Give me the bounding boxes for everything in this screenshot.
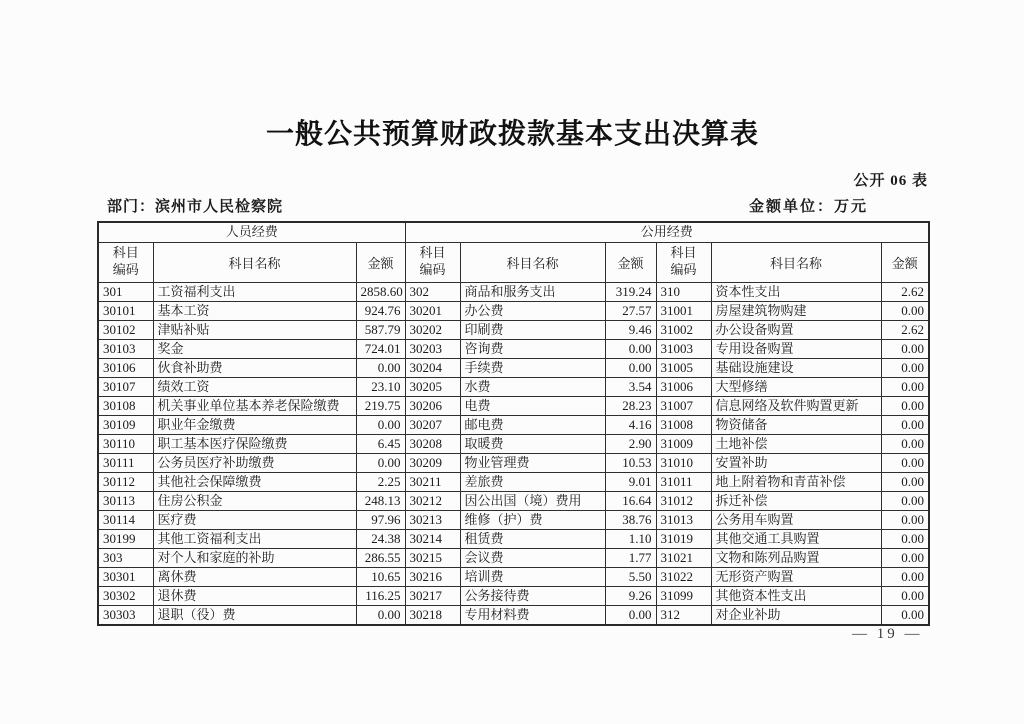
cell-amount: 0.00 (881, 453, 929, 472)
cell-amount: 0.00 (605, 605, 656, 625)
table-row (98, 339, 929, 358)
group-header-row (98, 222, 929, 242)
cell-subject-name: 租赁费 (460, 529, 605, 548)
cell-amount: 924.76 (356, 301, 405, 320)
cell-subject-name: 绩效工资 (153, 377, 356, 396)
table-row (98, 548, 929, 567)
cell-amount: 16.64 (605, 491, 656, 510)
column-header-subject-name: 科目名称 (460, 242, 605, 282)
cell-subject-name: 电费 (460, 396, 605, 415)
cell-subject-name: 机关事业单位基本养老保险缴费 (153, 396, 356, 415)
cell-subject-code: 30113 (98, 491, 153, 510)
table-row (98, 586, 929, 605)
cell-amount: 0.00 (881, 434, 929, 453)
cell-amount: 0.00 (356, 358, 405, 377)
cell-subject-code: 30101 (98, 301, 153, 320)
cell-subject-code: 30213 (405, 510, 460, 529)
unit-label: 金额单位：万元 (748, 199, 868, 215)
cell-subject-code: 30108 (98, 396, 153, 415)
cell-subject-name: 物业管理费 (460, 453, 605, 472)
cell-amount: 0.00 (881, 377, 929, 396)
cell-amount: 0.00 (881, 529, 929, 548)
cell-subject-name: 医疗费 (153, 510, 356, 529)
cell-subject-name: 专用材料费 (460, 605, 605, 625)
cell-subject-code: 30215 (405, 548, 460, 567)
cell-subject-code: 31002 (656, 320, 711, 339)
cell-subject-code: 302 (405, 282, 460, 301)
cell-amount: 28.23 (605, 396, 656, 415)
table-row (98, 320, 929, 339)
table-row (98, 529, 929, 548)
column-header-amount: 金额 (356, 242, 405, 282)
page-content (97, 0, 928, 626)
cell-subject-name: 伙食补助费 (153, 358, 356, 377)
cell-amount: 0.00 (881, 472, 929, 491)
group-header-personnel-expenses: 人员经费 (98, 222, 405, 242)
cell-subject-code: 30109 (98, 415, 153, 434)
cell-subject-name: 工资福利支出 (153, 282, 356, 301)
cell-subject-code: 31011 (656, 472, 711, 491)
cell-subject-code: 30303 (98, 605, 153, 625)
cell-amount: 97.96 (356, 510, 405, 529)
cell-subject-name: 职工基本医疗保险缴费 (153, 434, 356, 453)
cell-subject-code: 30111 (98, 453, 153, 472)
cell-subject-code: 31012 (656, 491, 711, 510)
cell-subject-name: 其他交通工具购置 (711, 529, 881, 548)
cell-amount: 2858.60 (356, 282, 405, 301)
cell-amount: 38.76 (605, 510, 656, 529)
cell-subject-code: 31099 (656, 586, 711, 605)
department-label: 部门：滨州市人民检察院 (107, 199, 284, 215)
cell-amount: 319.24 (605, 282, 656, 301)
cell-amount: 9.46 (605, 320, 656, 339)
column-header-subject-code: 科目编码 (656, 242, 711, 282)
cell-amount: 219.75 (356, 396, 405, 415)
cell-subject-code: 30301 (98, 567, 153, 586)
column-header-subject-code: 科目编码 (405, 242, 460, 282)
cell-subject-name: 土地补偿 (711, 434, 881, 453)
cell-subject-code: 303 (98, 548, 153, 567)
cell-subject-name: 会议费 (460, 548, 605, 567)
cell-subject-name: 邮电费 (460, 415, 605, 434)
cell-amount: 2.90 (605, 434, 656, 453)
cell-subject-name: 公务员医疗补助缴费 (153, 453, 356, 472)
cell-subject-code: 31013 (656, 510, 711, 529)
table-row (98, 434, 929, 453)
cell-amount: 24.38 (356, 529, 405, 548)
cell-subject-name: 差旅费 (460, 472, 605, 491)
budget-table (97, 221, 930, 626)
column-header-amount: 金额 (881, 242, 929, 282)
cell-amount: 9.01 (605, 472, 656, 491)
cell-subject-code: 31007 (656, 396, 711, 415)
cell-amount: 23.10 (356, 377, 405, 396)
table-row (98, 301, 929, 320)
column-header-amount: 金额 (605, 242, 656, 282)
cell-subject-name: 职业年金缴费 (153, 415, 356, 434)
table-row (98, 567, 929, 586)
cell-subject-name: 物资储备 (711, 415, 881, 434)
cell-subject-name: 其他社会保障缴费 (153, 472, 356, 491)
cell-subject-name: 专用设备购置 (711, 339, 881, 358)
cell-subject-name: 其他资本性支出 (711, 586, 881, 605)
cell-subject-name: 因公出国（境）费用 (460, 491, 605, 510)
column-header-row (98, 242, 929, 282)
cell-subject-code: 310 (656, 282, 711, 301)
table-row (98, 358, 929, 377)
cell-subject-name: 手续费 (460, 358, 605, 377)
form-number-label: 公开 06 表 (853, 173, 928, 189)
cell-amount: 2.25 (356, 472, 405, 491)
cell-subject-code: 30217 (405, 586, 460, 605)
cell-subject-code: 30102 (98, 320, 153, 339)
cell-amount: 587.79 (356, 320, 405, 339)
table-row (98, 472, 929, 491)
cell-amount: 1.10 (605, 529, 656, 548)
cell-amount: 10.53 (605, 453, 656, 472)
cell-subject-name: 培训费 (460, 567, 605, 586)
cell-subject-name: 水费 (460, 377, 605, 396)
cell-subject-name: 房屋建筑物购建 (711, 301, 881, 320)
cell-amount: 0.00 (881, 301, 929, 320)
cell-amount: 248.13 (356, 491, 405, 510)
cell-subject-name: 基础设施建设 (711, 358, 881, 377)
cell-subject-code: 301 (98, 282, 153, 301)
cell-subject-code: 30112 (98, 472, 153, 491)
cell-amount: 286.55 (356, 548, 405, 567)
cell-subject-name: 奖金 (153, 339, 356, 358)
cell-amount: 10.65 (356, 567, 405, 586)
table-row (98, 510, 929, 529)
cell-amount: 9.26 (605, 586, 656, 605)
cell-amount: 2.62 (881, 320, 929, 339)
cell-subject-code: 31010 (656, 453, 711, 472)
cell-subject-code: 30203 (405, 339, 460, 358)
table-row (98, 415, 929, 434)
cell-subject-code: 31006 (656, 377, 711, 396)
cell-amount: 3.54 (605, 377, 656, 396)
cell-subject-name: 其他工资福利支出 (153, 529, 356, 548)
table-row (98, 377, 929, 396)
cell-subject-name: 基本工资 (153, 301, 356, 320)
cell-amount: 0.00 (881, 415, 929, 434)
cell-subject-name: 维修（护）费 (460, 510, 605, 529)
table-row (98, 491, 929, 510)
cell-subject-name: 离休费 (153, 567, 356, 586)
group-header-public-expenses: 公用经费 (405, 222, 929, 242)
cell-subject-code: 312 (656, 605, 711, 625)
cell-subject-name: 公务用车购置 (711, 510, 881, 529)
cell-amount: 0.00 (356, 605, 405, 625)
cell-amount: 0.00 (881, 510, 929, 529)
cell-subject-code: 30204 (405, 358, 460, 377)
cell-subject-name: 无形资产购置 (711, 567, 881, 586)
cell-subject-name: 安置补助 (711, 453, 881, 472)
column-header-subject-name: 科目名称 (711, 242, 881, 282)
cell-amount: 0.00 (356, 415, 405, 434)
cell-amount: 27.57 (605, 301, 656, 320)
cell-subject-code: 30212 (405, 491, 460, 510)
cell-amount: 0.00 (881, 567, 929, 586)
table-row (98, 396, 929, 415)
cell-subject-code: 30107 (98, 377, 153, 396)
cell-amount: 4.16 (605, 415, 656, 434)
cell-amount: 2.62 (881, 282, 929, 301)
cell-subject-code: 31009 (656, 434, 711, 453)
cell-subject-name: 咨询费 (460, 339, 605, 358)
meta-row (97, 195, 928, 216)
cell-amount: 116.25 (356, 586, 405, 605)
cell-subject-name: 地上附着物和青苗补偿 (711, 472, 881, 491)
cell-subject-code: 30214 (405, 529, 460, 548)
cell-amount: 1.77 (605, 548, 656, 567)
cell-subject-code: 30209 (405, 453, 460, 472)
column-header-subject-name: 科目名称 (153, 242, 356, 282)
cell-subject-code: 30207 (405, 415, 460, 434)
cell-subject-name: 印刷费 (460, 320, 605, 339)
cell-subject-name: 取暖费 (460, 434, 605, 453)
cell-amount: 0.00 (605, 358, 656, 377)
cell-subject-name: 对个人和家庭的补助 (153, 548, 356, 567)
page-title: 一般公共预算财政拨款基本支出决算表 (265, 118, 759, 149)
cell-amount: 724.01 (356, 339, 405, 358)
cell-subject-name: 津贴补贴 (153, 320, 356, 339)
cell-subject-name: 住房公积金 (153, 491, 356, 510)
cell-subject-name: 公务接待费 (460, 586, 605, 605)
cell-subject-name: 资本性支出 (711, 282, 881, 301)
cell-subject-code: 30110 (98, 434, 153, 453)
table-row (98, 453, 929, 472)
cell-subject-name: 对企业补助 (711, 605, 881, 625)
cell-amount: 0.00 (881, 548, 929, 567)
cell-amount: 0.00 (881, 396, 929, 415)
cell-subject-code: 31001 (656, 301, 711, 320)
cell-subject-code: 30202 (405, 320, 460, 339)
cell-subject-name: 拆迁补偿 (711, 491, 881, 510)
cell-subject-name: 信息网络及软件购置更新 (711, 396, 881, 415)
cell-subject-code: 30106 (98, 358, 153, 377)
cell-subject-code: 31019 (656, 529, 711, 548)
cell-amount: 6.45 (356, 434, 405, 453)
cell-subject-code: 30205 (405, 377, 460, 396)
cell-subject-code: 31003 (656, 339, 711, 358)
cell-amount: 0.00 (881, 605, 929, 625)
cell-subject-code: 31008 (656, 415, 711, 434)
cell-subject-code: 30201 (405, 301, 460, 320)
cell-amount: 0.00 (881, 491, 929, 510)
cell-subject-code: 31005 (656, 358, 711, 377)
cell-subject-name: 文物和陈列品购置 (711, 548, 881, 567)
column-header-subject-code: 科目编码 (98, 242, 153, 282)
cell-subject-code: 30216 (405, 567, 460, 586)
cell-subject-code: 30114 (98, 510, 153, 529)
cell-subject-code: 31022 (656, 567, 711, 586)
table-row (98, 282, 929, 301)
cell-amount: 0.00 (605, 339, 656, 358)
cell-amount: 0.00 (881, 586, 929, 605)
cell-amount: 0.00 (881, 358, 929, 377)
cell-amount: 5.50 (605, 567, 656, 586)
cell-subject-code: 30211 (405, 472, 460, 491)
cell-subject-name: 退休费 (153, 586, 356, 605)
cell-subject-code: 31021 (656, 548, 711, 567)
cell-subject-name: 退职（役）费 (153, 605, 356, 625)
cell-subject-code: 30206 (405, 396, 460, 415)
cell-subject-name: 办公费 (460, 301, 605, 320)
cell-subject-code: 30218 (405, 605, 460, 625)
cell-subject-name: 大型修缮 (711, 377, 881, 396)
cell-subject-code: 30103 (98, 339, 153, 358)
cell-subject-name: 商品和服务支出 (460, 282, 605, 301)
cell-subject-name: 办公设备购置 (711, 320, 881, 339)
cell-subject-code: 30208 (405, 434, 460, 453)
cell-subject-code: 30199 (98, 529, 153, 548)
cell-subject-code: 30302 (98, 586, 153, 605)
page-number: — 19 — (852, 626, 923, 642)
table-row (98, 605, 929, 625)
cell-amount: 0.00 (881, 339, 929, 358)
cell-amount: 0.00 (356, 453, 405, 472)
